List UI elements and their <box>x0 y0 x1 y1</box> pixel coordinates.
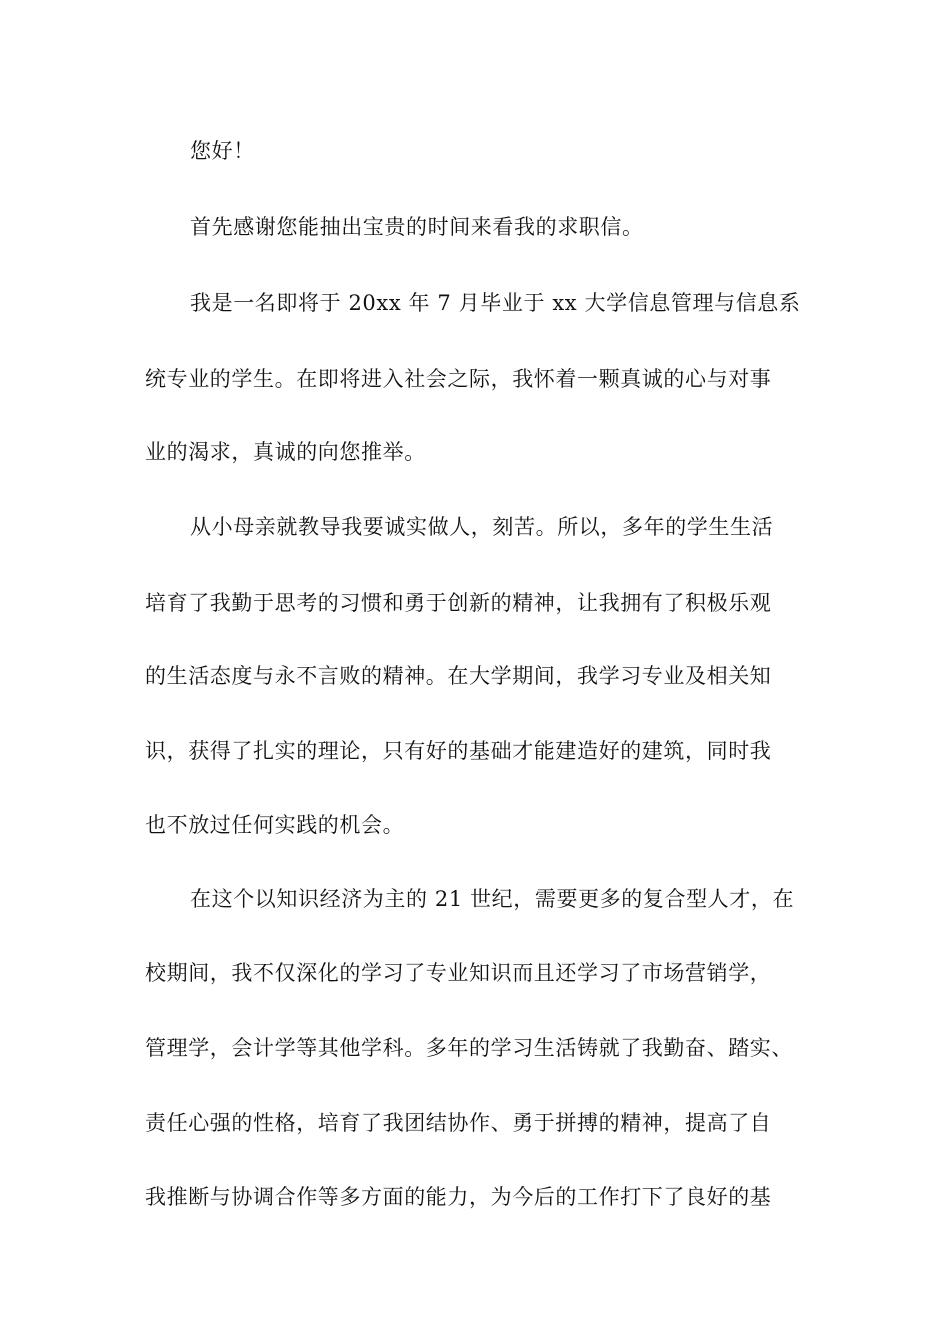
paragraph-line: 我推断与协调合作等多方面的能力，为今后的工作打下了良好的基 <box>145 1185 772 1209</box>
paragraph-line: 培育了我勤于思考的习惯和勇于创新的精神，让我拥有了积极乐观 <box>145 591 772 615</box>
paragraph-line: 在这个以知识经济为主的 21 世纪，需要更多的复合型人才，在 <box>190 887 795 911</box>
paragraph-line: 的生活态度与永不言败的精神。在大学期间，我学习专业及相关知 <box>145 664 772 688</box>
greeting-line: 您好！ <box>190 139 255 163</box>
paragraph-line: 也不放过任何实践的机会。 <box>145 813 405 837</box>
paragraph-line: 我是一名即将于 20xx 年 7 月毕业于 xx 大学信息管理与信息系 <box>190 291 801 315</box>
paragraph-line: 识，获得了扎实的理论，只有好的基础才能建造好的建筑，同时我 <box>145 739 772 763</box>
paragraph-line: 校期间，我不仅深化的学习了专业知识而且还学习了市场营销学， <box>145 961 772 985</box>
paragraph-line: 首先感谢您能抽出宝贵的时间来看我的求职信。 <box>190 215 644 239</box>
paragraph-line: 管理学，会计学等其他学科。多年的学习生活铸就了我勤奋、踏实、 <box>145 1036 793 1060</box>
paragraph-line: 责任心强的性格，培育了我团结协作、勇于拼搏的精神，提高了自 <box>145 1111 772 1135</box>
paragraph-line: 业的渴求，真诚的向您推举。 <box>145 440 426 464</box>
paragraph-line: 统专业的学生。在即将进入社会之际，我怀着一颗真诚的心与对事 <box>145 367 772 391</box>
paragraph-line: 从小母亲就教导我要诚实做人，刻苦。所以，多年的学生生活 <box>190 515 774 539</box>
